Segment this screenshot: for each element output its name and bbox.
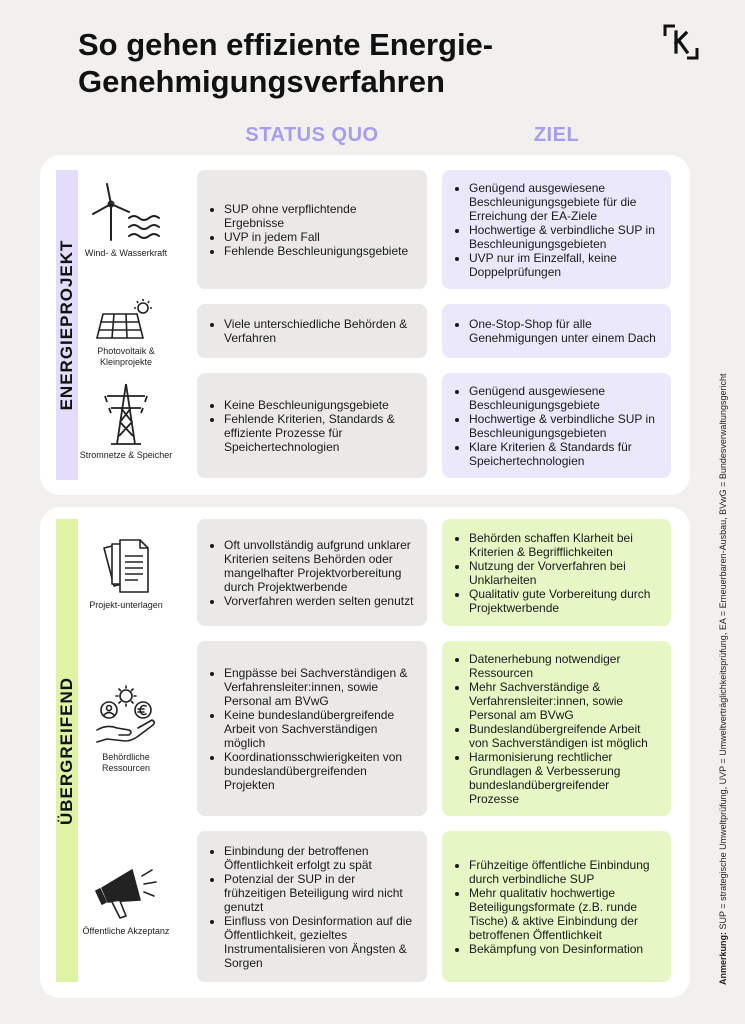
icon-label: Projekt-unterlagen [89, 600, 163, 610]
bullet-item: • Genügend ausgewiesene Beschleunigungsgebiete für die Erreichung der EA-Ziele [469, 181, 661, 223]
bullet-item: • Qualitativ gute Vorbereitung durch Projektwerbende [469, 587, 661, 615]
status-quo-list [209, 398, 417, 454]
status-quo-list [209, 538, 417, 608]
ziel-list [454, 858, 661, 956]
ziel-box [442, 373, 671, 478]
solar-panel-icon [91, 298, 161, 342]
ziel-box [442, 170, 671, 289]
status-quo-box [197, 304, 427, 358]
ziel-box [442, 519, 671, 626]
ziel-list [454, 384, 661, 468]
bullet-item: • Keine bundeslandübergreifende Arbeit von Sachverständigen möglich [224, 708, 417, 750]
footnote-label: Anmerkung: [718, 931, 728, 985]
bullet-item: • Engpässe bei Sachverständigen & Verfahrensleiter:innen, sowie Personal am BVwG [224, 666, 417, 708]
status-quo-box [197, 831, 427, 982]
resources-hand-icon [91, 682, 161, 748]
sidebar-label: ÜBERGREIFEND [57, 676, 76, 825]
power-tower-icon [99, 382, 153, 446]
status-quo-list [209, 666, 417, 792]
title-line-2: Genehmigungsverfahren [78, 64, 445, 99]
bullet-item: • Harmonisierung rechtlicher Grundlagen & Verbesserung bundeslandübergreifender Prozesse [469, 750, 661, 806]
bullet-item: • Mehr qualitativ hochwertige Beteiligungsformate (z.B. runde Tische) & aktive Einbindung der betroffenen Öffentlichkeit [469, 886, 661, 942]
status-quo-list [209, 202, 417, 258]
footnote-text: SUP = strategische Umweltprüfung, UVP = Umweltverträglichkeitsprüfung, EA = Erneuerbaren-Ausbau, BVwG = Bundesverwaltungsgericht [718, 373, 728, 932]
megaphone-icon [92, 860, 160, 922]
title-line-1: So gehen effiziente Energie- [78, 27, 494, 62]
bullet-item: • Einfluss von Desinformation auf die Öffentlichkeit, gezieltes Instrumentalisieren von Ängsten & Sorgen [224, 914, 417, 970]
icon-label: Photovoltaik & Kleinprojekte [97, 346, 155, 367]
bullet-item: • Viele unterschiedliche Behörden & Verfahren [224, 317, 417, 345]
icon-block-resources [78, 682, 174, 774]
ziel-list [454, 317, 661, 345]
status-quo-list [209, 844, 417, 970]
bullet-item: • UVP in jedem Fall [224, 230, 417, 244]
ziel-list [454, 531, 661, 615]
bullet-item: • Genügend ausgewiesene Beschleunigungsgebiete [469, 384, 661, 412]
sidebar-energieprojekt [56, 170, 78, 480]
status-quo-box [197, 641, 427, 816]
bullet-item: • Bekämpfung von Desinformation [469, 942, 661, 956]
ziel-box [442, 641, 671, 816]
icon-block-grid [78, 382, 174, 461]
ziel-list [454, 181, 661, 279]
bullet-item: • Potenzial der SUP in der frühzeitigen Beteiligung wird nicht genutzt [224, 872, 417, 914]
bullet-item: • Mehr Sachverständige & Verfahrensleiter:innen, sowie Personal am BVwG [469, 680, 661, 722]
sidebar-label: ENERGIEPROJEKT [57, 239, 76, 411]
bullet-item: • Fehlende Kriterien, Standards & effiziente Prozesse für Speichertechnologien [224, 412, 417, 454]
bullet-item: • Datenerhebung notwendiger Ressourcen [469, 652, 661, 680]
brand-logo-icon [663, 24, 699, 60]
ziel-box [442, 831, 671, 982]
icon-label: Öffentliche Akzeptanz [82, 926, 170, 936]
column-header-ziel: ZIEL [533, 124, 580, 146]
bullet-item: • Einbindung der betroffenen Öffentlichkeit erfolgt zu spät [224, 844, 417, 872]
page-title [78, 26, 598, 100]
bullet-item: • Hochwertige & verbindliche SUP in Beschleunigungsgebieten [469, 223, 661, 251]
status-quo-box [197, 170, 427, 289]
icon-label: Stromnetze & Speicher [79, 450, 173, 460]
bullet-item: • Behörden schaffen Klarheit bei Kriterien & Begrifflichkeiten [469, 531, 661, 559]
bullet-item: • Vorverfahren werden selten genutzt [224, 594, 417, 608]
sidebar-uebergreifend [56, 519, 78, 982]
status-quo-box [197, 373, 427, 478]
icon-block-pv [78, 298, 174, 368]
column-header-status-quo: STATUS QUO [245, 124, 379, 146]
bullet-item: • One-Stop-Shop für alle Genehmigungen unter einem Dach [469, 317, 661, 345]
bullet-item: • Hochwertige & verbindliche SUP in Beschleunigungsgebieten [469, 412, 661, 440]
ziel-list [454, 652, 661, 806]
icon-block-wind [78, 182, 174, 259]
footnote [718, 374, 728, 985]
icon-label: Wind- & Wasserkraft [84, 248, 168, 258]
wind-water-icon [89, 182, 163, 244]
ziel-box [442, 304, 671, 358]
icon-label: Behördliche Ressourcen [101, 752, 151, 773]
bullet-item: • Keine Beschleunigungsgebiete [224, 398, 417, 412]
bullet-item: • SUP ohne verpflichtende Ergebnisse [224, 202, 417, 230]
bullet-item: • Fehlende Beschleunigungsgebiete [224, 244, 417, 258]
status-quo-list [209, 317, 417, 345]
bullet-item: • Bundeslandübergreifende Arbeit von Sachverständigen ist möglich [469, 722, 661, 750]
bullet-item: • Oft unvollständig aufgrund unklarer Kriterien seitens Behörden oder mangelhafter Projektvorbereitung durch Projektwerbende [224, 538, 417, 594]
bullet-item: • Frühzeitige öffentliche Einbindung durch verbindliche SUP [469, 858, 661, 886]
bullet-item: • Koordinationsschwierigkeiten von bundeslandübergreifenden Projekten [224, 750, 417, 792]
bullet-item: • UVP nur im Einzelfall, keine Doppelprüfungen [469, 251, 661, 279]
bullet-item: • Klare Kriterien & Standards für Speichertechnologien [469, 440, 661, 468]
icon-block-megaphone [78, 860, 174, 937]
documents-icon [98, 536, 154, 596]
bullet-item: • Nutzung der Vorverfahren bei Unklarheiten [469, 559, 661, 587]
icon-block-docs [78, 536, 174, 611]
status-quo-box [197, 519, 427, 626]
